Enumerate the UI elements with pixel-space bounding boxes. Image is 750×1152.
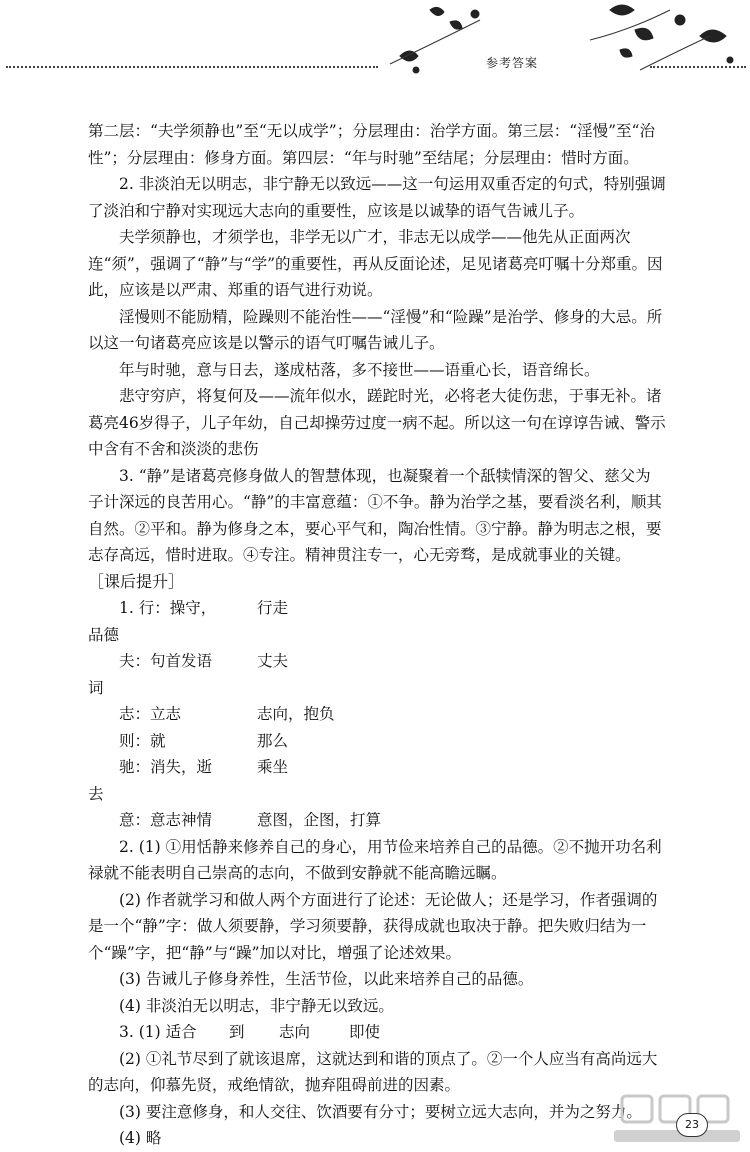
paragraph: 夫学须静也，才须学也，非学无以广才，非志无以成学——他先从正面两次连“须”，强调了“静”与“学”的重要性，再从反面论述，足见诸葛亮叮嘱十分郑重。因此，应该是以严肃、郑重的语气进行劝说。 (88, 228, 663, 299)
page-header (0, 0, 750, 100)
answer-content (88, 118, 666, 1152)
answer-line: (2) ①礼节尽到了就该退席，这就达到和谐的顶点了。②一个人应当有高尚远大的志向，仰慕先贤，戒绝情欲，抛弃阻碍前进的因素。 (88, 1049, 658, 1094)
vocab-word: 1. 行：操守，品德 (88, 599, 217, 644)
vocab-word: 夫：句首发语词 (88, 652, 213, 697)
paragraph: 淫慢则不能励精，险躁则不能治性——“淫慢”和“险躁”是治学、修身的大忌。所以这一句诸葛亮应该是以警示的语气叮嘱告诫儿子。 (88, 307, 663, 352)
vocab-meaning: 志向，抱负 (257, 705, 335, 723)
flower-decoration-icon (380, 0, 750, 90)
answer-line: (2) 作者就学习和做人两个方面进行了论述：无论做人；还是学习，作者强调的是一个“静”字：做人须要静，学习须要静，获得成就也取决于静。把失败归结为一个“躁”字，把“静”与“躁”加以对比，增强了论述效果。 (88, 890, 658, 962)
vocab-word: 驰：消失，逝去 (88, 758, 213, 803)
paragraph: 第二层：“夫学须静也”至“无以成学”；分层理由：治学方面。第三层：“淫慢”至“治性”；分层理由：修身方面。第四层：“年与时驰”至结尾；分层理由：惜时方面。 (88, 122, 655, 167)
page-number: 23 (676, 1113, 708, 1137)
answer-line: (3) 要注意修身，和人交往、饮酒要有分寸；要树立远大志向，并为之努力。 (119, 1102, 642, 1121)
vocab-row (88, 648, 666, 701)
vocab-row (88, 595, 666, 648)
answer-line: (4) 略 (119, 1129, 162, 1147)
vocab-word: 意：意志神情 (119, 811, 213, 829)
vocab-meaning: 行走 (257, 599, 289, 617)
answer-line: (3) 告诫儿子修身养性，生活节俭，以此来培养自己的品德。 (119, 970, 534, 988)
section-title: ［课后提升］ (88, 571, 185, 591)
vocab-word: 则：就 (119, 731, 166, 750)
paragraph: 3. “静”是诸葛亮修身做人的智慧体现，也凝聚着一个舐犊情深的智父、慈父为子计深远的良苦用心。“静”的丰富意蕴：①不争。静为治学之基，要看淡名利，顺其自然。②平和。静为修身之本，要心平气和，陶冶性情。③宁静。静为明志之根，要志存高远，惜时进取。④专注。精神贯注专一，心无旁骛，是成就事业的关键。 (88, 466, 662, 564)
q3-item: 到 (229, 1023, 245, 1041)
header-rule-right (650, 66, 746, 68)
paragraph: 悲守穷庐，将复何及——流年似水，蹉跎时光，必将老大徒伤悲，于事无补。诸葛亮46岁得子，儿子年幼，自己却操劳过度一病不起。所以这一句在谆谆告诫、警示中含有不舍和淡淡的悲伤 (88, 387, 666, 458)
vocab-meaning: 乘坐 (257, 758, 289, 776)
vocab-meaning: 丈夫 (257, 652, 289, 670)
q3-label: 3. (1) 适合 (119, 1023, 197, 1041)
answer-line: 2. (1) ①用恬静来修养自己的身心，用节俭来培养自己的品德。②不抛开功名利禄就不能表明自己崇高的志向，不做到安静就不能高瞻远瞩。 (88, 837, 662, 882)
vocab-word: 志：立志 (119, 705, 182, 723)
header-rule-left (6, 66, 378, 68)
vocab-row (88, 754, 666, 807)
paragraph: 年与时驰，意与日去，遂成枯落，多不接世——语重心长，语音绵长。 (119, 360, 600, 379)
q3-item: 即使 (349, 1023, 381, 1041)
answer-line: (4) 非淡泊无以明志，非宁静无以致远。 (119, 996, 394, 1015)
vocab-row (88, 807, 666, 834)
q3-item: 志向 (279, 1023, 311, 1041)
q3-row (88, 1019, 666, 1046)
paragraph: 2. 非淡泊无以明志，非宁静无以致远——这一句运用双重否定的句式，特别强调了淡泊和宁静对实现远大志向的重要性，应该是以诚挚的语气告诫儿子。 (88, 175, 666, 220)
header-title: 参考答案 (486, 56, 539, 70)
vocab-meaning: 那么 (257, 731, 289, 750)
vocab-meaning: 意图，企图，打算 (257, 811, 382, 829)
vocab-row (88, 728, 666, 755)
vocab-row (88, 701, 666, 728)
